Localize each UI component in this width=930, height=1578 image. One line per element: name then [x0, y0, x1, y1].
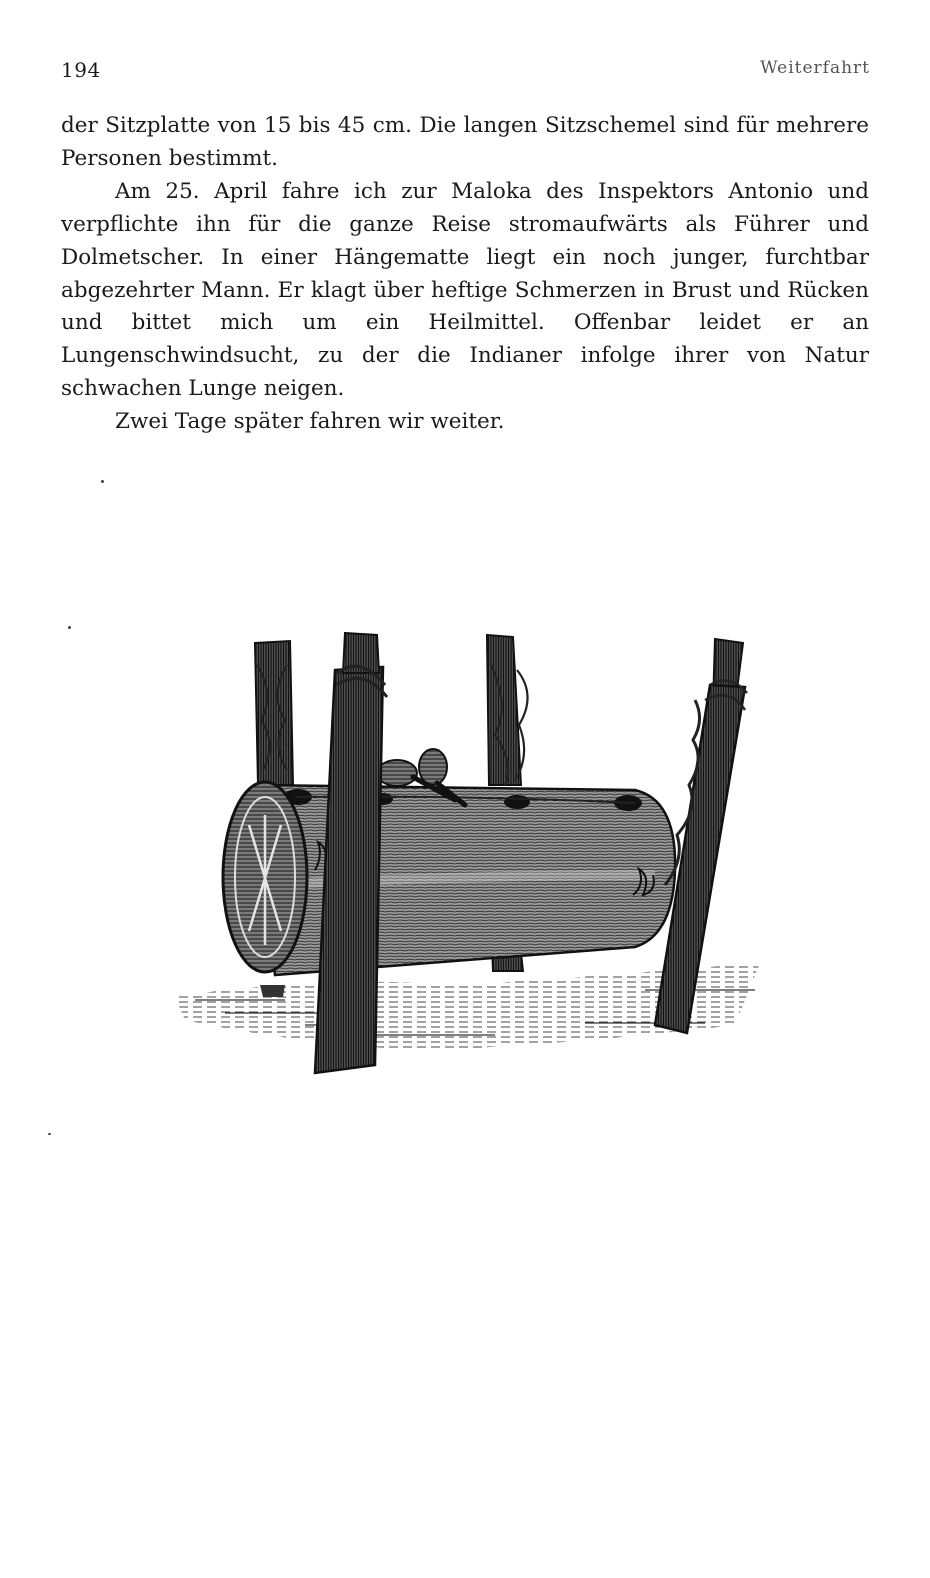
print-speck	[101, 480, 104, 483]
print-speck	[48, 1133, 51, 1135]
slit-drum-illustration	[165, 625, 765, 1085]
running-head: Weiterfahrt	[760, 58, 870, 78]
paragraph: der Sitzplatte von 15 bis 45 cm. Die langen Sitzschemel sind für mehrere Personen bestimmt.	[61, 113, 869, 171]
body-text	[61, 110, 869, 439]
paragraph: Am 25. April fahre ich zur Maloka des Inspektors Antonio und verpflichte ihn für die ganze Reise stromaufwärts als Führer und Dolmetscher. In einer Hängematte liegt ein noch junger, furchtbar abgezehrter Mann. Er klagt über heftige Schmerzen in Brust und Rücken und bittet mich um ein Heilmittel. Offenbar leidet er an Lungenschwindsucht, zu der die Indianer infolge ihrer von Natur schwachen Lunge neigen.	[61, 178, 869, 402]
paragraph: Zwei Tage später fahren wir weiter.	[115, 409, 505, 435]
page-number: 194	[61, 58, 101, 82]
print-speck	[68, 626, 71, 629]
drum-log	[223, 782, 675, 975]
